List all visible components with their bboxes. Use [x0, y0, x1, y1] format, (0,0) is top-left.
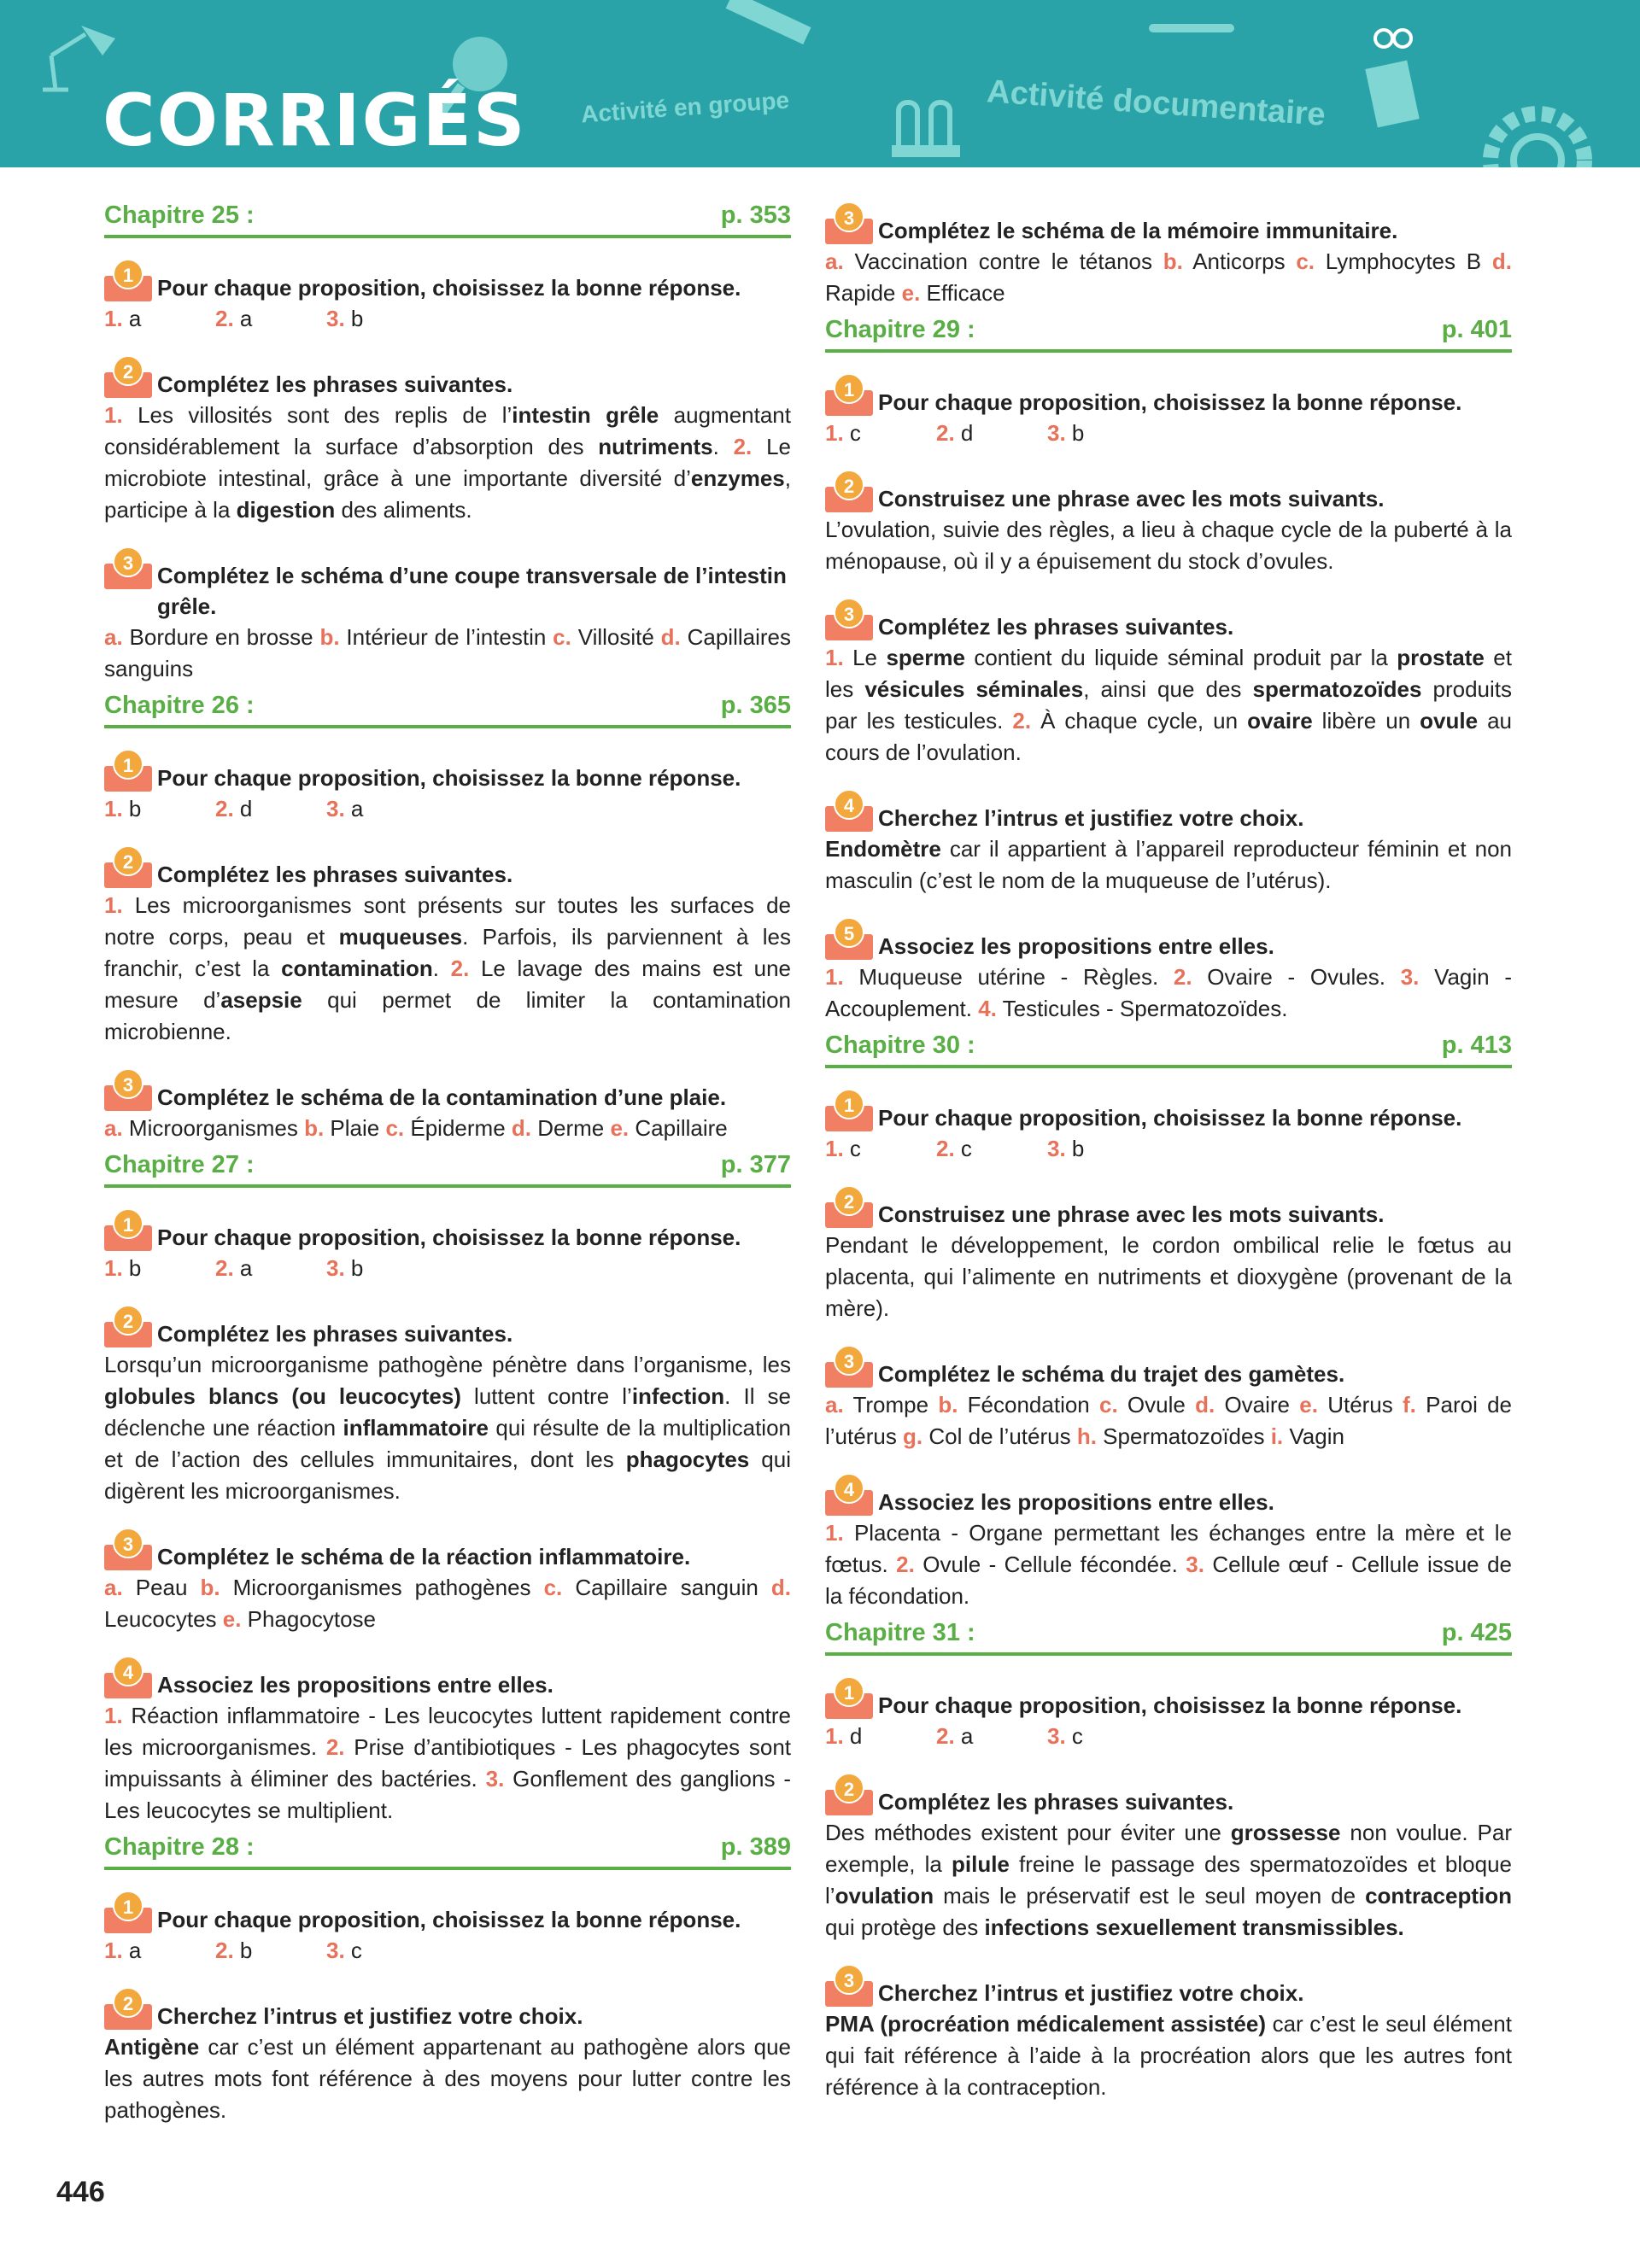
exercise: [825, 373, 1512, 449]
exercise-question: 2 Complétez les phrases suivantes.: [104, 355, 791, 400]
exercise-question: 3 Cherchez l’intrus et justifiez votre choix.: [825, 1964, 1512, 2008]
exercise-answer: Des méthodes existent pour éviter une grossesse non voulue. Par exemple, la pilule freine le passage des spermatozoïdes et bloque l’ovulation mais le préservatif est le seul moyen de contraception qui protège des infections sexuellement transmissibles.: [825, 1820, 1512, 1940]
exercise: [104, 845, 791, 1048]
chapter-header: [825, 1032, 1512, 1068]
exercise: [825, 917, 1512, 1025]
exercise-answer: a. Peau b. Microorganismes pathogènes c. Capillaire sanguin d. Leucocytes e. Phagocytose: [104, 1575, 791, 1632]
exercise: [825, 202, 1512, 309]
answer-options: 1. b 2. d 3. a: [104, 796, 364, 821]
exercise: [104, 1068, 791, 1144]
exercise-number-badge: 3: [825, 202, 873, 249]
exercise: [104, 355, 791, 526]
chapter-title: Chapitre 29 :: [825, 316, 975, 343]
right-column: [825, 202, 1512, 2124]
exercise-question: 3 Complétez le schéma d’une coupe transversale de l’intestin grêle.: [104, 547, 791, 622]
exercise-number-badge: 2: [104, 355, 152, 403]
exercise-question: 2 Complétez les phrases suivantes.: [104, 1305, 791, 1349]
exercise-answer: a. Bordure en brosse b. Intérieur de l’intestin c. Villosité d. Capillaires sanguins: [104, 624, 791, 681]
exercise: [104, 1528, 791, 1635]
exercise: [825, 1773, 1512, 1944]
exercise-number-badge: 4: [825, 1473, 873, 1521]
chapter-header: [104, 1151, 791, 1188]
exercise: [825, 789, 1512, 897]
chapter-header: [104, 692, 791, 728]
exercise-answer: a. Vaccination contre le tétanos b. Anticorps c. Lymphocytes B d. Rapide e. Efficace: [825, 248, 1512, 306]
exercise-number-badge: 2: [104, 1987, 152, 2035]
exercise-question: 4 Associez les propositions entre elles.: [104, 1656, 791, 1700]
exercise-question: 2 Cherchez l’intrus et justifiez votre choix.: [104, 1987, 791, 2031]
exercise-answer: 1. Muqueuse utérine - Règles. 2. Ovaire - Ovules. 3. Vagin - Accouplement. 4. Testicules - Spermatozoïdes.: [825, 964, 1512, 1021]
exercise-answer: 1. Le sperme contient du liquide séminal produit par la prostate et les vésicules séminales, ainsi que des spermatozoïdes produits par les testicules. 2. À chaque cycle, un ovaire libère un ovule au cours de l’ovulation.: [825, 645, 1513, 765]
exercise-number-badge: 2: [104, 1305, 152, 1353]
exercise-question: 3 Complétez les phrases suivantes.: [825, 598, 1512, 642]
exercise: [104, 1987, 791, 2126]
scissors-pot-icon: [1358, 21, 1426, 132]
gear-icon: [1478, 101, 1597, 167]
exercise: [825, 1345, 1512, 1453]
chapter-header: [825, 316, 1512, 353]
exercise-question: 1 Pour chaque proposition, choisissez la bonne réponse.: [825, 373, 1512, 418]
ruler-icon: [718, 0, 820, 60]
exercise-number-badge: 1: [104, 259, 152, 307]
exercise-question: 4 Associez les propositions entre elles.: [825, 1473, 1512, 1517]
chapter-page: p. 365: [720, 692, 791, 719]
chapter-title: Chapitre 31 :: [825, 1619, 975, 1646]
chapter-page: p. 377: [720, 1151, 791, 1178]
exercise-question: 4 Cherchez l’intrus et justifiez votre choix.: [825, 789, 1512, 833]
exercise-question: 3 Complétez le schéma de la réaction inflammatoire.: [104, 1528, 791, 1572]
exercise-number-badge: 2: [104, 845, 152, 893]
exercise-question: 2 Complétez les phrases suivantes.: [825, 1773, 1512, 1817]
chapter-page: p. 353: [720, 202, 791, 229]
exercise: [104, 1208, 791, 1284]
exercise: [104, 1891, 791, 1967]
chapter-header: [104, 1833, 791, 1870]
chapter-title: Chapitre 30 :: [825, 1032, 975, 1059]
exercise-number-badge: 1: [825, 1676, 873, 1724]
exercise-number-badge: 5: [825, 917, 873, 965]
exercise-answer: a. Microorganismes b. Plaie c. Épiderme d. Derme e. Capillaire: [104, 1115, 728, 1141]
chapter-page: p. 389: [720, 1833, 791, 1861]
exercise-number-badge: 1: [104, 749, 152, 797]
exercise-answer: PMA (procréation médicalement assistée) car c’est le seul élément qui fait référence à l’aide à la procréation alors que les autres font référence à la contraception.: [825, 2011, 1512, 2100]
chapter-title: Chapitre 28 :: [104, 1833, 255, 1861]
exercise-number-badge: 3: [104, 1068, 152, 1116]
exercise: [825, 598, 1512, 769]
exercise-question: 1 Pour chaque proposition, choisissez la bonne réponse.: [104, 1891, 791, 1935]
exercise-number-badge: 2: [825, 1773, 873, 1821]
exercise-question: 2 Construisez une phrase avec les mots suivants.: [825, 1185, 1512, 1230]
exercise-number-badge: 1: [104, 1891, 152, 1938]
chapter-page: p. 413: [1441, 1032, 1512, 1059]
chapter-header: [104, 202, 791, 238]
answer-options: 1. b 2. a 3. b: [104, 1255, 364, 1281]
chapter-page: p. 425: [1441, 1619, 1512, 1646]
exercise-number-badge: 3: [104, 547, 152, 594]
exercise: [104, 749, 791, 825]
exercise-number-badge: 3: [825, 598, 873, 646]
chapter-title: Chapitre 27 :: [104, 1151, 255, 1178]
exercise: [104, 1656, 791, 1827]
chapter-title: Chapitre 25 :: [104, 202, 255, 229]
exercise-answer: 1. Placenta - Organe permettant les échanges entre la mère et le fœtus. 2. Ovule - Cellule fécondée. 3. Cellule œuf - Cellule issue de la fécondation.: [825, 1520, 1512, 1609]
exercise-number-badge: 2: [825, 470, 873, 517]
header-banner: [0, 0, 1640, 167]
exercise: [825, 470, 1512, 577]
exercise: [825, 1473, 1512, 1612]
exercise-number-badge: 1: [825, 1089, 873, 1137]
exercise-answer: a. Trompe b. Fécondation c. Ovule d. Ovaire e. Utérus f. Paroi de l’utérus g. Col de l’utérus h. Spermatozoïdes i. Vagin: [825, 1392, 1512, 1449]
exercise-number-badge: 4: [825, 789, 873, 837]
exercise-question: 3 Complétez le schéma de la contamination d’une plaie.: [104, 1068, 791, 1113]
exercise-answer: Lorsqu’un microorganisme pathogène pénètre dans l’organisme, les globules blancs (ou leucocytes) luttent contre l’infection. Il se déclenche une réaction inflammatoire qui résulte de la multiplication et de l’action des cellules immunitaires, dont les phagocytes qui digèrent les microorganismes.: [104, 1352, 792, 1504]
exercise-number-badge: 3: [825, 1964, 873, 2012]
answer-options: 1. a 2. a 3. b: [104, 306, 364, 331]
exercise-question: 1 Pour chaque proposition, choisissez la bonne réponse.: [104, 1208, 791, 1253]
exercise-answer: L’ovulation, suivie des règles, a lieu à chaque cycle de la puberté à la ménopause, où il y a épuisement du stock d’ovules.: [825, 517, 1512, 574]
exercise-answer: 1. Les villosités sont des replis de l’intestin grêle augmentant considérablement la surface d’absorption des nutriments. 2. Le microbiote intestinal, grâce à une importante diversité d’enzymes, participe à la digestion des aliments.: [104, 402, 791, 523]
exercise-question: 2 Complétez les phrases suivantes.: [104, 845, 791, 890]
exercise-answer: Antigène car c’est un élément appartenant au pathogène alors que les autres mots font référence à des moyens pour lutter contre les pathogènes.: [104, 2034, 791, 2123]
answer-options: 1. c 2. c 3. b: [825, 1136, 1085, 1161]
chapter-header: [825, 1619, 1512, 1656]
exercise: [825, 1185, 1512, 1324]
exercise-question: 5 Associez les propositions entre elles.: [825, 917, 1512, 962]
exercise: [104, 547, 791, 685]
exercise-answer: 1. Les microorganismes sont présents sur toutes les surfaces de notre corps, peau et muqueuses. Parfois, ils parviennent à les franchir, c’est la contamination. 2. Le lavage des mains est une mesure d’asepsie qui permet de limiter la contamination microbienne.: [104, 892, 792, 1044]
exercise-answer: 1. Réaction inflammatoire - Les leucocytes luttent rapidement contre les microorganismes. 2. Prise d’antibiotiques - Les phagocytes sont impuissants à éliminer des bactéries. 3. Gonflement des ganglions - Les leucocytes se multiplient.: [104, 1703, 791, 1823]
page-number: 446: [56, 2176, 105, 2208]
exercise-answer: Pendant le développement, le cordon ombilical relie le fœtus au placenta, qui l’alimente en nutriments et dioxygène (provenant de la mère).: [825, 1232, 1512, 1321]
exercise-number-badge: 2: [825, 1185, 873, 1233]
activity-group-tag: Activité en groupe: [580, 86, 791, 128]
chapter-page: p. 401: [1441, 316, 1512, 343]
page-title: CORRIGÉS: [102, 79, 527, 162]
exercise-question: 1 Pour chaque proposition, choisissez la bonne réponse.: [104, 749, 791, 793]
answer-options: 1. c 2. d 3. b: [825, 420, 1085, 446]
exercise-number-badge: 4: [104, 1656, 152, 1704]
exercise: [104, 1305, 791, 1507]
answer-options: 1. d 2. a 3. c: [825, 1723, 1083, 1749]
exercise-number-badge: 3: [825, 1345, 873, 1393]
exercise: [825, 1089, 1512, 1165]
exercise-question: 3 Complétez le schéma du trajet des gamètes.: [825, 1345, 1512, 1389]
exercise-number-badge: 3: [104, 1528, 152, 1575]
exercise-answer: Endomètre car il appartient à l’appareil reproducteur féminin et non masculin (c’est le nom de la muqueuse de l’utérus).: [825, 836, 1512, 893]
exercise: [104, 259, 791, 335]
activity-doc-tag: Activité documentaire: [986, 73, 1327, 133]
exercise-number-badge: 1: [825, 373, 873, 421]
exercise-question: 2 Construisez une phrase avec les mots suivants.: [825, 470, 1512, 514]
exercise-question: 1 Pour chaque proposition, choisissez la bonne réponse.: [825, 1089, 1512, 1133]
exercise-number-badge: 1: [104, 1208, 152, 1256]
exercise-question: 1 Pour chaque proposition, choisissez la bonne réponse.: [825, 1676, 1512, 1721]
exercise: [825, 1964, 1512, 2103]
answer-options: 1. a 2. b 3. c: [104, 1938, 362, 1963]
left-column: [104, 202, 791, 2147]
chapter-title: Chapitre 26 :: [104, 692, 255, 719]
pen-icon: [1145, 15, 1239, 41]
exercise: [825, 1676, 1512, 1752]
exercise-question: 1 Pour chaque proposition, choisissez la bonne réponse.: [104, 259, 791, 303]
exercise-question: 3 Complétez le schéma de la mémoire immunitaire.: [825, 202, 1512, 246]
test-tubes-icon: [888, 85, 965, 162]
